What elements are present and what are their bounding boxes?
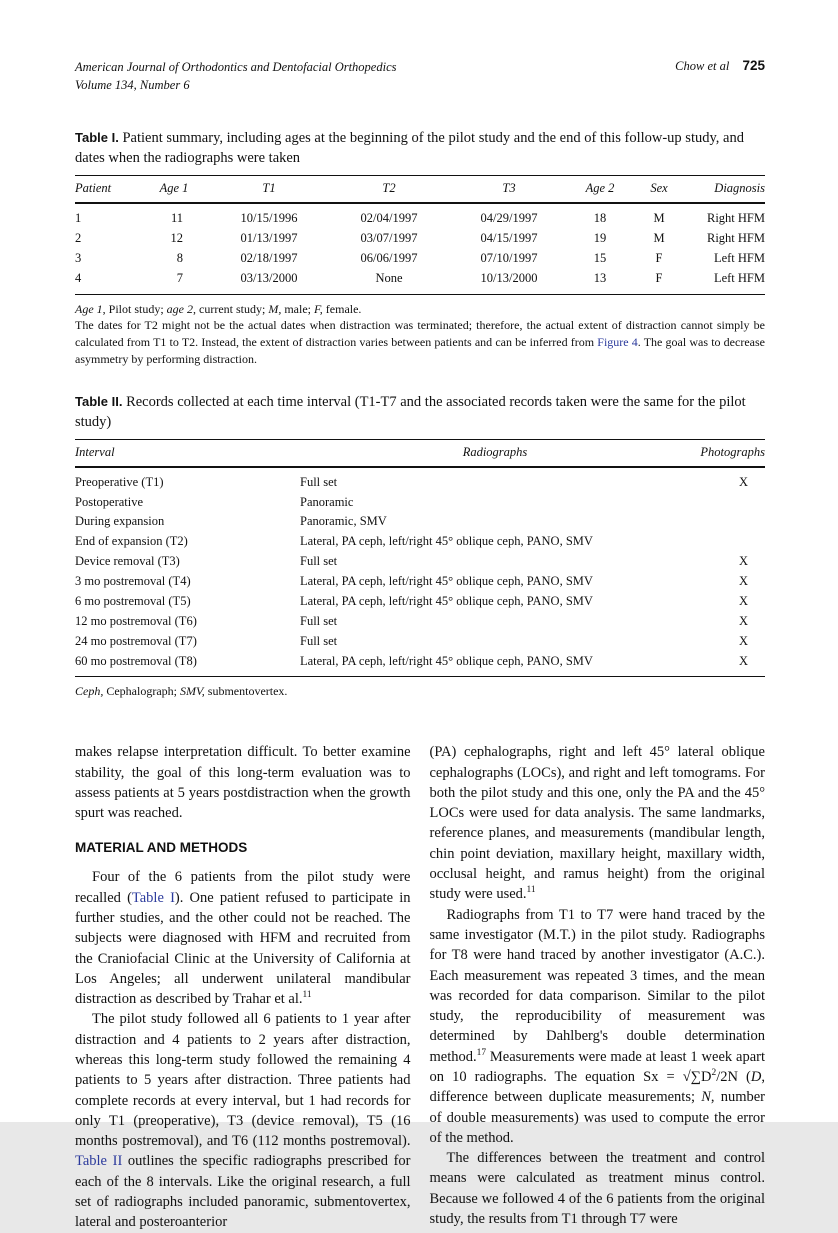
table-row (75, 467, 765, 492)
column-header: Interval (75, 439, 300, 466)
table-cell: 3 (75, 250, 82, 265)
table-cell: F (655, 270, 663, 285)
table-cell: 4 (75, 270, 82, 285)
table-cell: 06/06/1997 (360, 250, 418, 265)
table-cell: 11 (170, 211, 183, 226)
table-cell: 01/13/1997 (240, 231, 298, 245)
table-cell: 60 mo postremoval (T8) (75, 653, 197, 668)
table-cell: 02/04/1997 (360, 211, 418, 226)
table-row (75, 512, 765, 532)
table-cell: None (375, 270, 403, 285)
cross-reference-link[interactable]: Table I (131, 889, 175, 906)
cross-reference-link[interactable]: Figure 4 (597, 335, 638, 350)
table-row (75, 631, 765, 651)
table-cell: 18 (593, 211, 607, 226)
table-cell: 02/18/1997 (240, 250, 298, 265)
table-cell: Lateral, PA ceph, left/right 45° oblique ceph, PANO, SMV (300, 534, 593, 549)
column-header: Age 1 (139, 176, 209, 203)
paragraph: The differences between the treatment and control means were calculated as treatment minus control. Because we followed 4 of the 6 patients from the original study, the results from T1 through T7 were (429, 1150, 765, 1228)
table-header-row (75, 439, 765, 466)
table-cell (690, 532, 765, 552)
table2-footnote-abbrev: Ceph, Cephalograph; SMV, submentovertex. (75, 684, 288, 699)
table-cell: Full set (300, 554, 338, 569)
table-cell: 1 (75, 211, 82, 226)
table2-block (75, 392, 765, 700)
table-cell: Lateral, PA ceph, left/right 45° oblique ceph, PANO, SMV (300, 653, 593, 668)
column-header: Age 2 (569, 176, 631, 203)
table-cell: 15 (593, 250, 607, 265)
column-header: T3 (449, 176, 569, 203)
table-cell: 10/13/2000 (480, 270, 538, 285)
table-cell: 6 mo postremoval (T5) (75, 593, 191, 608)
table-cell: 7 (176, 270, 183, 285)
table-cell: 19 (593, 231, 607, 245)
running-header (75, 58, 765, 94)
table-row (75, 572, 765, 592)
table-cell: During expansion (75, 514, 165, 529)
table-cell: Full set (300, 633, 338, 648)
table-cell: 10/15/1996 (240, 211, 298, 226)
table-row (75, 268, 765, 294)
column-header: T2 (329, 176, 449, 203)
column-header: Patient (75, 176, 139, 203)
table-cell: X (738, 574, 748, 589)
column-left (75, 742, 411, 1232)
table-cell: X (738, 613, 748, 628)
authors-ref: Chow et al (675, 59, 730, 73)
table-row (75, 552, 765, 572)
table-cell: F (655, 250, 663, 265)
table-row (75, 591, 765, 611)
column-right (430, 742, 766, 1232)
table-cell: Panoramic (300, 494, 354, 509)
page-number: 725 (742, 58, 765, 73)
table2 (75, 439, 765, 678)
table2-caption-text: Records collected at each time interval (T1-T7 and the associated records taken were the same for the pilot study) (75, 393, 746, 430)
body-columns (75, 742, 765, 1232)
column-header: T1 (209, 176, 329, 203)
table-cell: 03/07/1997 (360, 231, 418, 245)
paragraph: The pilot study followed all 6 patients to 1 year after distraction and 4 patients to 2 years after distraction, whereas this long-term study followed the remaining 4 patients to 5 years after distraction. Three patients had complete records at every interval, but 1 had records for only T1 (preoperative), T3 (device removal), T5 (16 months postremoval), and T6 (112 months postremoval). Table II outlines the specific radiographs prescribed for each of the 8 intervals. Like the original research, a full set of radiographs included panoramic, submentovertex, lateral and posteroanterior (75, 1011, 411, 1231)
journal-info (75, 58, 397, 94)
table-cell (690, 512, 765, 532)
table-cell: Right HFM (706, 231, 765, 245)
table1-caption-text: Patient summary, including ages at the beginning of the pilot study and the end of this follow-up study, and dates when the radiographs were taken (75, 130, 744, 167)
column-header: Diagnosis (687, 176, 765, 203)
table-cell: 04/15/1997 (480, 231, 538, 245)
table-row (75, 492, 765, 512)
table-cell: 24 mo postremoval (T7) (75, 633, 197, 648)
table-cell: X (738, 653, 748, 668)
header-right (675, 58, 765, 74)
table1-footnotes (75, 301, 765, 368)
table-cell: Preoperative (T1) (75, 474, 164, 489)
table2-footnotes (75, 683, 765, 700)
table1-footnote-note: The dates for T2 might not be the actual dates when distraction was terminated; therefore, the actual extent of distraction cannot simply be calculated from T1 to T2. Instead, the extent of distraction varies between patients and can be inferred from Figure 4. The goal was to decrease asymmetry by performing distraction. (75, 318, 765, 367)
table-cell: 07/10/1997 (480, 250, 538, 265)
paragraph: makes relapse interpretation difficult. To better examine stability, the goal of this long-term evaluation was to assess patients at 5 years postdistraction when the growth spurt was reached. (75, 744, 411, 822)
table-cell: Full set (300, 474, 338, 489)
table-cell: 04/29/1997 (480, 211, 538, 226)
table-cell: Panoramic, SMV (300, 514, 387, 529)
table-cell: M (653, 231, 665, 245)
table1-label: Table I. (75, 130, 119, 146)
table-cell: Lateral, PA ceph, left/right 45° oblique ceph, PANO, SMV (300, 574, 593, 589)
table-cell: 3 mo postremoval (T4) (75, 574, 191, 589)
table-cell: 8 (176, 250, 183, 265)
table-cell: Left HFM (713, 270, 765, 285)
table-cell: Postoperative (75, 494, 144, 509)
table-row (75, 229, 765, 249)
table-cell: X (738, 474, 748, 489)
column-header: Radiographs (300, 439, 690, 466)
table-cell: Device removal (T3) (75, 554, 180, 569)
column-header: Sex (631, 176, 687, 203)
table-cell: End of expansion (T2) (75, 534, 188, 549)
table-cell: M (653, 211, 665, 226)
table-cell: 03/13/2000 (240, 270, 298, 285)
table-cell (690, 492, 765, 512)
table1-footnote-abbrev: Age 1, Pilot study; age 2, current study; M, male; F, female. (75, 301, 362, 316)
table-row (75, 203, 765, 228)
table-cell: Lateral, PA ceph, left/right 45° oblique ceph, PANO, SMV (300, 593, 593, 608)
paragraph: Radiographs from T1 to T7 were hand traced by the same investigator (M.T.) in the pilot study. Radiographs for T8 were hand traced by another investigator (A.C.). Each measurement was repeated 3 times, and the mean was recorded for data comparison. Similar to the pilot study, the reproducibility of measurement was determined by Dahlberg's double determination method.$^{17}$ Measurements were made at least 1 week apart on 10 radiographs. The equation $Sx = √\sum D^2/2N$ (D, difference between duplicate measurements; N, number of double measurements) was used to compute the error of the method. (429, 906, 766, 1146)
cross-reference-link[interactable]: Table II (75, 1153, 123, 1170)
table-cell: X (738, 633, 748, 648)
table-cell: 12 (170, 231, 183, 245)
table-row (75, 248, 765, 268)
table2-label: Table II. (75, 393, 123, 409)
section-heading: MATERIAL AND METHODS (75, 840, 248, 856)
table-row (75, 532, 765, 552)
table1-caption (75, 128, 765, 168)
column-header: Photographs (690, 439, 765, 466)
paragraph: (PA) cephalographs, right and left 45° lateral oblique cephalographs (LOCs), and right and left tomograms. For both the pilot study and this one, only the PA and the 45° LOCs were used for data analysis. The same landmarks, reference planes, and measurements (mandibular length, chin point deviation, maxillary height, maxillary width, occlusal height, and ramus height) from the original study were used.$^{11}$ (429, 744, 765, 903)
table-cell: Left HFM (713, 250, 765, 265)
table-row (75, 651, 765, 677)
table-cell: X (738, 554, 748, 569)
table-cell: 12 mo postremoval (T6) (75, 613, 197, 628)
table-cell: Full set (300, 613, 338, 628)
table-cell: X (738, 593, 748, 608)
table-cell: 13 (593, 270, 607, 285)
journal-title: American Journal of Orthodontics and Dentofacial Orthopedics (75, 60, 397, 74)
table1 (75, 175, 765, 294)
table-cell: 2 (75, 231, 82, 245)
table-row (75, 611, 765, 631)
journal-volume: Volume 134, Number 6 (75, 78, 190, 93)
table-cell: Right HFM (706, 211, 765, 226)
paragraph: Four of the 6 patients from the pilot study were recalled (Table I). One patient refused to participate in further studies, and the other could not be reached. The subjects were diagnosed with HFM and recruited from the Craniofacial Clinic at the University of California at Los Angeles; all underwent unilateral mandibular distraction as described by Trahar et al.$^{11}$ (75, 869, 411, 1008)
table1-block (75, 128, 765, 368)
table2-caption (75, 392, 765, 432)
table-header-row (75, 176, 765, 203)
